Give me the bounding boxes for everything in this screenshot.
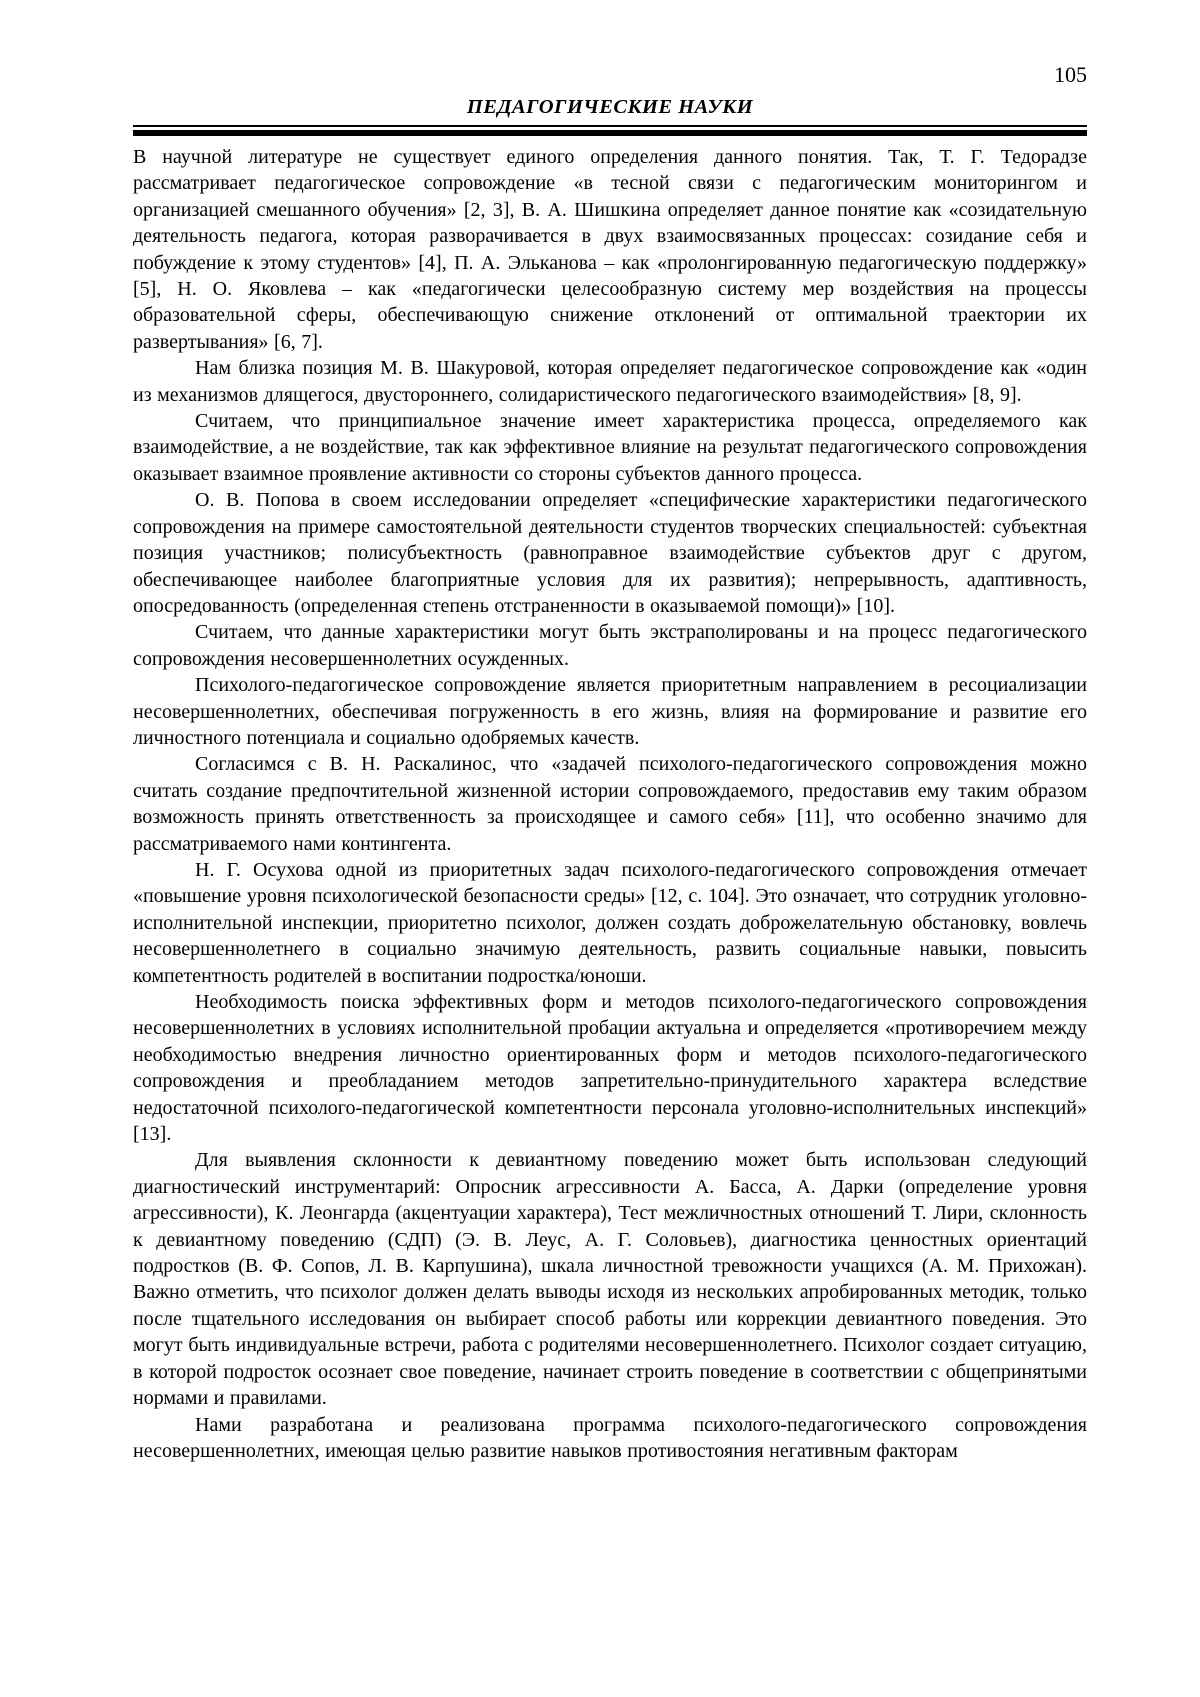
paragraph: Необходимость поиска эффективных форм и методов психолого-педагогического сопровождения несовершеннолетних в условиях исполнительной пробации актуальна и определяется «противоречием между необходимостью внедрения личностно ориентированных форм и методов психолого-педагогического сопровождения и преобладанием методов запретительно-принудительного характера вследствие недостаточной психолого-педагогической компетентности персонала уголовно-исполнительных инспекций» [13]. <box>133 991 1087 1146</box>
paragraph: Для выявления склонности к девиантному поведению может быть использован следующий диагностический инструментарий: Опросник агрессивности А. Басса, А. Дарки (определение уровня агрессивности), К. Леонгарда (акцентуации характера), Тест межличностных отношений Т. Лири, склонность к девиантному поведению (СДП) (Э. В. Леус, А. Г. Соловьев), диагностика ценностных ориентаций подростков (В. Ф. Сопов, Л. В. Карпушина), шкала личностной тревожности учащихся (А. М. Прихожан). Важно отметить, что психолог должен делать выводы исходя из нескольких апробированных методик, только после тщательного исследования он выбирает способ работы или коррекции девиантного поведения. Это могут быть индивидуальные встречи, работа с родителями несовершеннолетнего. Психолог создает ситуацию, в которой подросток осознает свое поведение, начинает строить поведение в соответствии с общепринятыми нормами и правилами. <box>133 1149 1087 1410</box>
article-body <box>133 144 1087 1464</box>
paragraph: Психолого-педагогическое сопровождение является приоритетным направлением в ресоциализации несовершеннолетних, обеспечивая погруженность в его жизнь, влияя на формирование и развитие его личностного потенциала и социально одобряемых качеств. <box>133 674 1087 749</box>
page-number: 105 <box>1054 62 1087 87</box>
paragraph: Считаем, что данные характеристики могут быть экстраполированы и на процесс педагогического сопровождения несовершеннолетних осужденных. <box>133 621 1087 670</box>
paragraph: Считаем, что принципиальное значение имеет характеристика процесса, определяемого как взаимодействие, а не воздействие, так как эффективное влияние на результат педагогического сопровождения оказывает взаимное проявление активности со стороны субъектов данного процесса. <box>133 410 1087 485</box>
paragraph: Согласимся с В. Н. Раскалинос, что «задачей психолого-педагогического сопровождения можно считать создание предпочтительной жизненной истории сопровождаемого, предоставив ему таким образом возможность принять ответственность за происходящее и самого себя» [11], что особенно значимо для рассматриваемого нами контингента. <box>133 753 1087 855</box>
header-divider <box>133 125 1087 136</box>
paragraph: Нами разработана и реализована программа психолого-педагогического сопровождения несовершеннолетних, имеющая целью развитие навыков противостояния негативным факторам <box>133 1413 1087 1462</box>
section-title: ПЕДАГОГИЧЕСКИЕ НАУКИ <box>466 96 754 118</box>
divider-thick-line <box>133 130 1087 136</box>
paragraph: О. В. Попова в своем исследовании определяет «специфические характеристики педагогического сопровождения на примере самостоятельной деятельности студентов творческих специальностей: субъектная позиция участников; полисубъектность (равноправное взаимодействие субъектов друг с другом, обеспечивающее наиболее благоприятные условия для их развития); непрерывность, адаптивность, опосредованность (определенная степень отстраненности в оказываемой помощи)» [10]. <box>133 489 1087 617</box>
paragraph: Нам близка позиция М. В. Шакуровой, которая определяет педагогическое сопровождение как «один из механизмов длящегося, двустороннего, солидаристического педагогического взаимодействия» [8, 9]. <box>133 357 1087 406</box>
paragraph: В научной литературе не существует единого определения данного понятия. Так, Т. Г. Тедорадзе рассматривает педагогическое сопровождение «в тесной связи с педагогическим мониторингом и организацией смешанного обучения» [2, 3], В. А. Шишкина определяет данное понятие как «созидательную деятельность педагога, которая разворачивается в двух взаимосвязанных процессах: созидание себя и побуждение к этому студентов» [4], П. А. Эльканова – как «пролонгированную педагогическую поддержку» [5], Н. О. Яковлева – как «педагогически целесообразную систему мер воздействия на процессы образовательной сферы, обеспечивающую снижение отклонений от оптимальной траектории их развертывания» [6, 7]. <box>133 146 1087 353</box>
paragraph: Н. Г. Осухова одной из приоритетных задач психолого-педагогического сопровождения отмечает «повышение уровня психологической безопасности среды» [12, с. 104]. Это означает, что сотрудник уголовно-исполнительной инспекции, приоритетно психолог, должен создать доброжелательную обстановку, вовлечь несовершеннолетнего в социально значимую деятельность, развить социальные навыки, повысить компетентность родителей в воспитании подростка/юноши. <box>133 858 1087 987</box>
